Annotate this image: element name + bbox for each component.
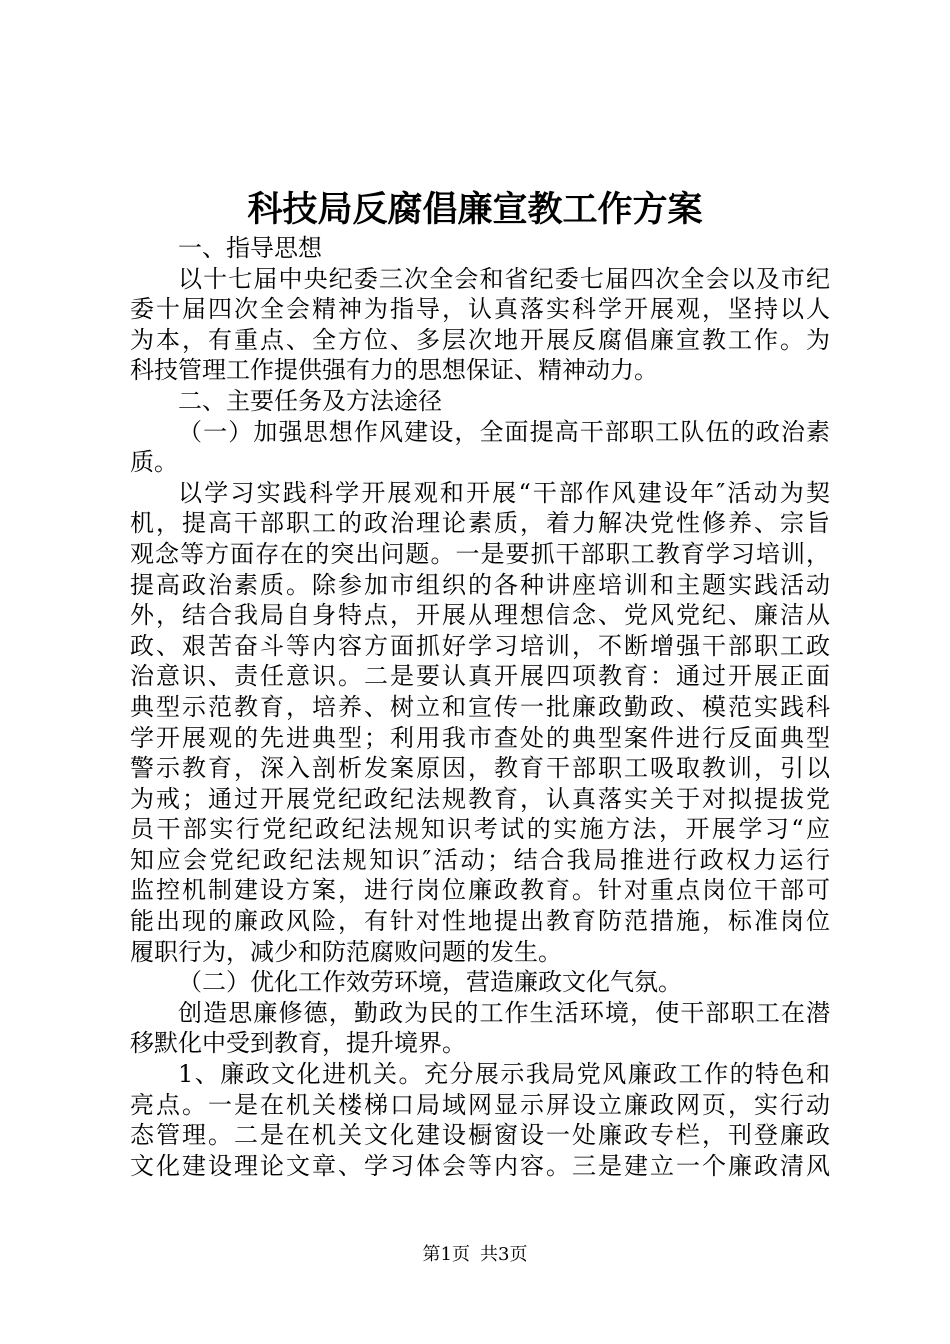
text-line: 外，结合我局自身特点，开展从理想信念、党风党纪、廉洁从	[130, 601, 830, 630]
text-line: 履职行为，减少和防范腐败问题的发生。	[130, 937, 562, 966]
text-line: 为本，有重点、全方位、多层次地开展反腐倡廉宣教工作。为	[130, 325, 830, 354]
text-line: 以十七届中央纪委三次全会和省纪委七届四次全会以及市纪	[178, 264, 830, 293]
text-line: 典型示范教育，培养、树立和宣传一批廉政勤政、模范实践科	[130, 692, 830, 721]
text-line: 亮点。一是在机关楼梯口局域网显示屏设立廉政网页，实行动	[130, 1090, 830, 1119]
text-line: 学开展观的先进典型；利用我市查处的典型案件进行反面典型	[130, 723, 830, 752]
page-footer	[0, 1243, 950, 1267]
document-body	[130, 233, 830, 1181]
text-line: 二、主要任务及方法途径	[178, 386, 442, 415]
text-line: 警示教育，深入剖析发案原因，教育干部职工吸取教训，引以	[130, 754, 830, 783]
text-line: 能出现的廉政风险，有针对性地提出教育防范措施，标准岗位	[130, 907, 830, 936]
text-line: 委十届四次全会精神为指导，认真落实科学开展观，坚持以人	[130, 295, 830, 324]
text-line: 知应会党纪政纪法规知识″活动；结合我局推进行政权力运行	[130, 845, 830, 874]
page-count: 共3页	[480, 1244, 528, 1265]
text-line: 提高政治素质。除参加市组织的各种讲座培训和主题实践活动	[130, 570, 830, 599]
paragraph	[130, 998, 830, 1059]
text-line: 态管理。二是在机关文化建设橱窗设一处廉政专栏，刊登廉政	[130, 1121, 830, 1150]
page-number: 第1页	[422, 1244, 470, 1265]
text-line: （一）加强思想作风建设，全面提高干部职工队伍的政治素	[178, 417, 830, 446]
paragraph-heading-main-tasks	[130, 386, 830, 417]
text-line: 质。	[130, 448, 178, 477]
text-line: 移默化中受到教育，提升境界。	[130, 1029, 466, 1058]
text-line: 员干部实行党纪政纪法规知识考试的实施方法，开展学习“应	[130, 815, 830, 844]
text-line: 1、廉政文化进机关。充分展示我局党风廉政工作的特色和	[178, 1060, 830, 1089]
paragraph	[130, 478, 830, 968]
text-line: 机，提高干部职工的政治理论素质，着力解决党性修养、宗旨	[130, 509, 830, 538]
text-line: 为戒；通过开展党纪政纪法规教育，认真落实关于对拟提拔党	[130, 784, 830, 813]
paragraph-heading-guiding-ideology	[130, 233, 830, 264]
text-line: 观念等方面存在的突出问题。一是要抓干部职工教育学习培训，	[130, 539, 830, 568]
text-line: 政、艰苦奋斗等内容方面抓好学习培训，不断增强干部职工政	[130, 631, 830, 660]
text-line: 文化建设理论文章、学习体会等内容。三是建立一个廉政清风	[130, 1151, 830, 1180]
text-line: （二）优化工作效劳环境，营造廉政文化气氛。	[178, 968, 682, 997]
paragraph	[130, 264, 830, 386]
paragraph-subheading-1	[130, 417, 830, 478]
paragraph-subheading-2	[130, 967, 830, 998]
text-line: 科技管理工作提供强有力的思想保证、精神动力。	[130, 356, 658, 385]
text-line: 治意识、责任意识。二是要认真开展四项教育：通过开展正面	[130, 662, 830, 691]
text-line: 监控机制建设方案，进行岗位廉政教育。针对重点岗位干部可	[130, 876, 830, 905]
text-line: 一、指导思想	[178, 234, 322, 262]
text-line: 以学习实践科学开展观和开展“干部作风建设年″活动为契	[178, 478, 830, 507]
paragraph	[130, 1059, 830, 1181]
document-title: 科技局反腐倡廉宣教工作方案	[247, 189, 703, 230]
text-line: 创造思廉修德，勤政为民的工作生活环境，使干部职工在潜	[178, 998, 830, 1027]
